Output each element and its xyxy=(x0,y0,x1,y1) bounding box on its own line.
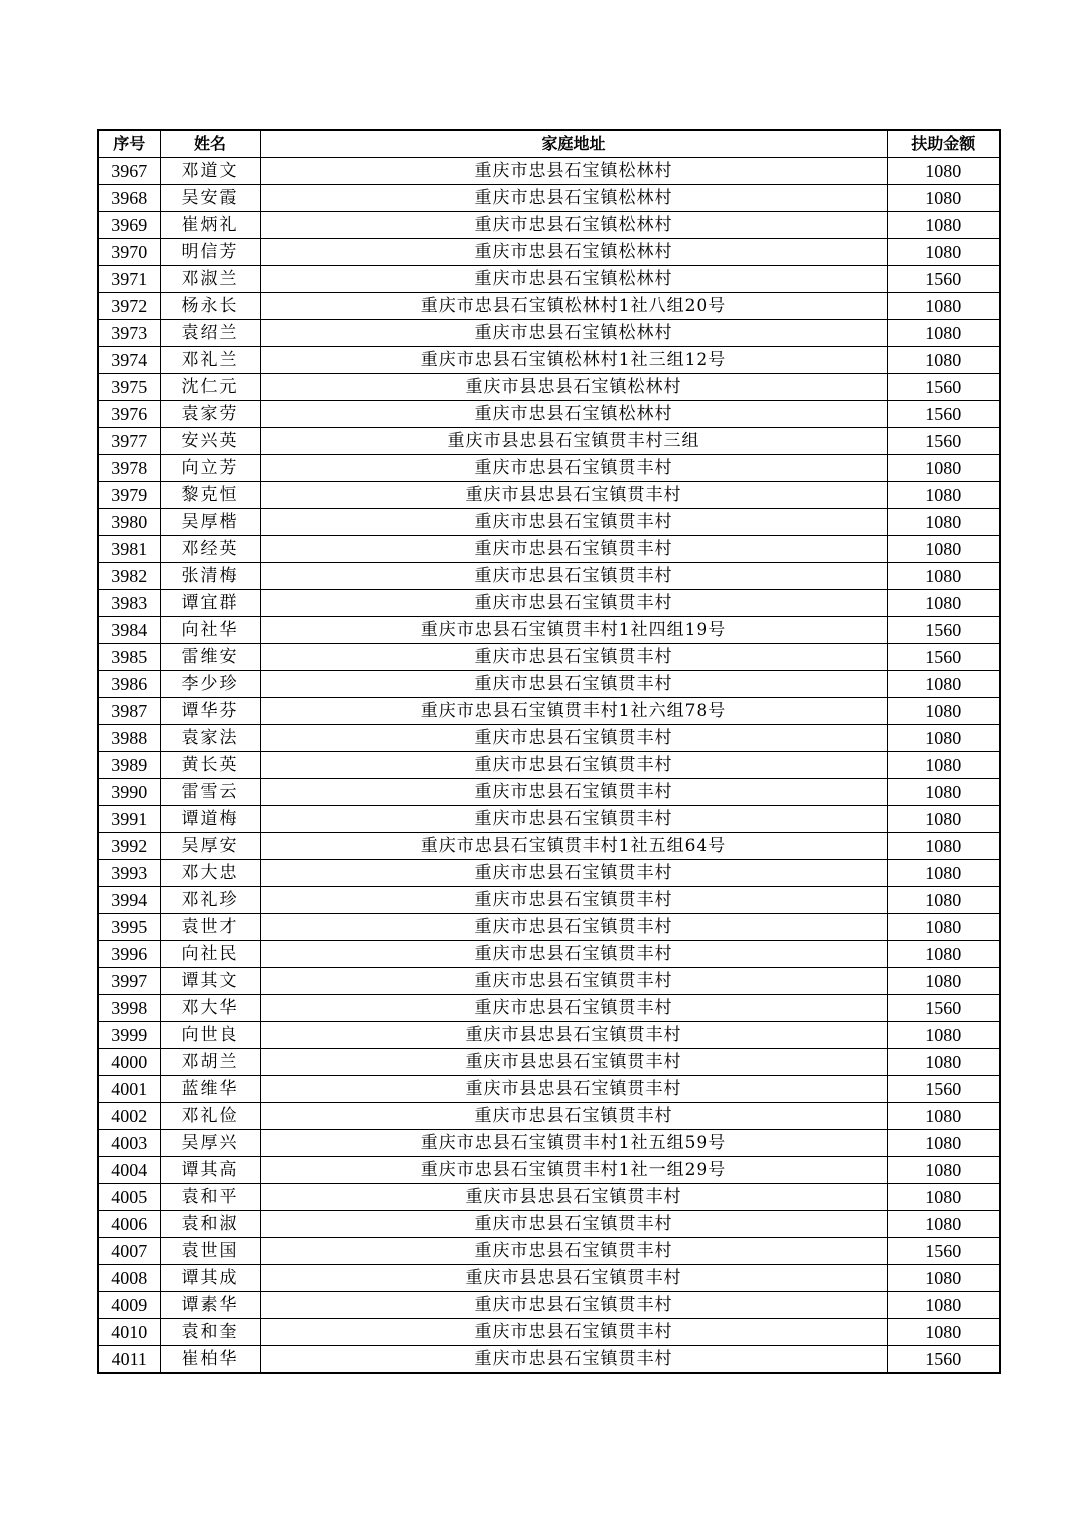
cell-serial-number: 4007 xyxy=(98,1238,160,1265)
cell-serial-number: 3999 xyxy=(98,1022,160,1049)
cell-subsidy-amount: 1560 xyxy=(887,1238,1000,1265)
table-row xyxy=(98,428,1000,455)
table-header xyxy=(98,130,1000,158)
table-row xyxy=(98,941,1000,968)
cell-subsidy-amount: 1080 xyxy=(887,563,1000,590)
table-row xyxy=(98,1265,1000,1292)
cell-name: 杨永长 xyxy=(160,293,260,320)
cell-serial-number: 3979 xyxy=(98,482,160,509)
cell-name: 邓淑兰 xyxy=(160,266,260,293)
subsidy-list-sheet xyxy=(97,129,999,1374)
table-row xyxy=(98,1103,1000,1130)
cell-home-address: 重庆市忠县石宝镇贯丰村1社四组19号 xyxy=(260,617,887,644)
cell-subsidy-amount: 1080 xyxy=(887,671,1000,698)
cell-home-address: 重庆市忠县石宝镇贯丰村 xyxy=(260,941,887,968)
header-row xyxy=(98,130,1000,158)
cell-subsidy-amount: 1560 xyxy=(887,1076,1000,1103)
table-row xyxy=(98,806,1000,833)
cell-name: 崔柏华 xyxy=(160,1346,260,1374)
table-row xyxy=(98,1319,1000,1346)
cell-subsidy-amount: 1560 xyxy=(887,374,1000,401)
cell-name: 沈仁元 xyxy=(160,374,260,401)
cell-name: 邓道文 xyxy=(160,158,260,185)
table-row xyxy=(98,833,1000,860)
table-row xyxy=(98,1184,1000,1211)
cell-serial-number: 3993 xyxy=(98,860,160,887)
cell-serial-number: 3980 xyxy=(98,509,160,536)
cell-name: 向立芳 xyxy=(160,455,260,482)
table-row xyxy=(98,1346,1000,1374)
table-row xyxy=(98,1022,1000,1049)
cell-home-address: 重庆市忠县石宝镇贯丰村 xyxy=(260,1346,887,1374)
cell-subsidy-amount: 1080 xyxy=(887,239,1000,266)
cell-home-address: 重庆市县忠县石宝镇贯丰村 xyxy=(260,1076,887,1103)
cell-name: 袁世国 xyxy=(160,1238,260,1265)
cell-subsidy-amount: 1080 xyxy=(887,779,1000,806)
cell-serial-number: 3978 xyxy=(98,455,160,482)
table-row xyxy=(98,374,1000,401)
header-subsidy-amount: 扶助金额 xyxy=(887,130,1000,158)
table-row xyxy=(98,1049,1000,1076)
cell-serial-number: 3975 xyxy=(98,374,160,401)
cell-home-address: 重庆市忠县石宝镇贯丰村1社五组64号 xyxy=(260,833,887,860)
cell-serial-number: 3987 xyxy=(98,698,160,725)
cell-name: 邓礼俭 xyxy=(160,1103,260,1130)
cell-home-address: 重庆市忠县石宝镇贯丰村 xyxy=(260,455,887,482)
cell-home-address: 重庆市忠县石宝镇松林村 xyxy=(260,266,887,293)
cell-serial-number: 4000 xyxy=(98,1049,160,1076)
table-row xyxy=(98,185,1000,212)
cell-serial-number: 3971 xyxy=(98,266,160,293)
cell-home-address: 重庆市忠县石宝镇贯丰村 xyxy=(260,1238,887,1265)
cell-home-address: 重庆市忠县石宝镇贯丰村 xyxy=(260,752,887,779)
cell-subsidy-amount: 1080 xyxy=(887,941,1000,968)
cell-serial-number: 3970 xyxy=(98,239,160,266)
cell-home-address: 重庆市县忠县石宝镇贯丰村 xyxy=(260,1049,887,1076)
cell-name: 谭道梅 xyxy=(160,806,260,833)
cell-subsidy-amount: 1080 xyxy=(887,1319,1000,1346)
cell-name: 明信芳 xyxy=(160,239,260,266)
cell-home-address: 重庆市忠县石宝镇松林村1社八组20号 xyxy=(260,293,887,320)
cell-subsidy-amount: 1080 xyxy=(887,536,1000,563)
cell-home-address: 重庆市忠县石宝镇贯丰村 xyxy=(260,1211,887,1238)
table-row xyxy=(98,509,1000,536)
cell-serial-number: 4004 xyxy=(98,1157,160,1184)
cell-serial-number: 4006 xyxy=(98,1211,160,1238)
cell-subsidy-amount: 1080 xyxy=(887,833,1000,860)
cell-name: 崔炳礼 xyxy=(160,212,260,239)
cell-home-address: 重庆市忠县石宝镇贯丰村 xyxy=(260,806,887,833)
cell-serial-number: 3985 xyxy=(98,644,160,671)
cell-name: 谭素华 xyxy=(160,1292,260,1319)
table-row xyxy=(98,212,1000,239)
cell-home-address: 重庆市忠县石宝镇贯丰村1社五组59号 xyxy=(260,1130,887,1157)
table-row xyxy=(98,995,1000,1022)
table-row xyxy=(98,1238,1000,1265)
cell-subsidy-amount: 1080 xyxy=(887,1049,1000,1076)
cell-serial-number: 4001 xyxy=(98,1076,160,1103)
cell-home-address: 重庆市忠县石宝镇贯丰村 xyxy=(260,536,887,563)
cell-name: 谭其文 xyxy=(160,968,260,995)
cell-subsidy-amount: 1080 xyxy=(887,1022,1000,1049)
cell-name: 向世良 xyxy=(160,1022,260,1049)
cell-name: 邓大华 xyxy=(160,995,260,1022)
cell-subsidy-amount: 1080 xyxy=(887,212,1000,239)
cell-name: 袁和奎 xyxy=(160,1319,260,1346)
cell-serial-number: 4003 xyxy=(98,1130,160,1157)
cell-subsidy-amount: 1560 xyxy=(887,1346,1000,1374)
cell-home-address: 重庆市忠县石宝镇贯丰村 xyxy=(260,887,887,914)
cell-subsidy-amount: 1080 xyxy=(887,455,1000,482)
cell-subsidy-amount: 1080 xyxy=(887,698,1000,725)
cell-home-address: 重庆市忠县石宝镇贯丰村 xyxy=(260,563,887,590)
cell-subsidy-amount: 1080 xyxy=(887,1157,1000,1184)
cell-serial-number: 3976 xyxy=(98,401,160,428)
cell-serial-number: 3977 xyxy=(98,428,160,455)
cell-subsidy-amount: 1080 xyxy=(887,860,1000,887)
cell-home-address: 重庆市忠县石宝镇松林村 xyxy=(260,239,887,266)
table-row xyxy=(98,779,1000,806)
cell-home-address: 重庆市忠县石宝镇贯丰村 xyxy=(260,1319,887,1346)
cell-subsidy-amount: 1560 xyxy=(887,428,1000,455)
cell-subsidy-amount: 1080 xyxy=(887,806,1000,833)
cell-subsidy-amount: 1080 xyxy=(887,509,1000,536)
cell-name: 邓经英 xyxy=(160,536,260,563)
table-row xyxy=(98,401,1000,428)
cell-serial-number: 3997 xyxy=(98,968,160,995)
cell-home-address: 重庆市忠县石宝镇贯丰村 xyxy=(260,590,887,617)
cell-name: 袁世才 xyxy=(160,914,260,941)
cell-name: 雷维安 xyxy=(160,644,260,671)
table-row xyxy=(98,1076,1000,1103)
cell-subsidy-amount: 1080 xyxy=(887,1130,1000,1157)
cell-home-address: 重庆市忠县石宝镇贯丰村 xyxy=(260,1103,887,1130)
cell-name: 邓礼兰 xyxy=(160,347,260,374)
cell-name: 邓礼珍 xyxy=(160,887,260,914)
cell-serial-number: 4009 xyxy=(98,1292,160,1319)
cell-serial-number: 3994 xyxy=(98,887,160,914)
cell-serial-number: 3968 xyxy=(98,185,160,212)
cell-name: 黎克恒 xyxy=(160,482,260,509)
table-row xyxy=(98,914,1000,941)
table-row xyxy=(98,698,1000,725)
cell-serial-number: 3973 xyxy=(98,320,160,347)
cell-home-address: 重庆市忠县石宝镇贯丰村1社一组29号 xyxy=(260,1157,887,1184)
table-row xyxy=(98,455,1000,482)
cell-subsidy-amount: 1080 xyxy=(887,1265,1000,1292)
cell-home-address: 重庆市忠县石宝镇贯丰村 xyxy=(260,779,887,806)
cell-serial-number: 3981 xyxy=(98,536,160,563)
table-row xyxy=(98,239,1000,266)
table-row xyxy=(98,1130,1000,1157)
cell-name: 谭宜群 xyxy=(160,590,260,617)
cell-subsidy-amount: 1560 xyxy=(887,617,1000,644)
cell-name: 雷雪云 xyxy=(160,779,260,806)
table-row xyxy=(98,752,1000,779)
cell-serial-number: 3984 xyxy=(98,617,160,644)
cell-serial-number: 3992 xyxy=(98,833,160,860)
cell-serial-number: 3996 xyxy=(98,941,160,968)
cell-subsidy-amount: 1080 xyxy=(887,968,1000,995)
table-row xyxy=(98,860,1000,887)
cell-name: 吴安霞 xyxy=(160,185,260,212)
table-row xyxy=(98,158,1000,185)
cell-serial-number: 3998 xyxy=(98,995,160,1022)
cell-home-address: 重庆市县忠县石宝镇贯丰村 xyxy=(260,482,887,509)
cell-subsidy-amount: 1080 xyxy=(887,1184,1000,1211)
table-row xyxy=(98,1157,1000,1184)
cell-subsidy-amount: 1080 xyxy=(887,158,1000,185)
table-row xyxy=(98,725,1000,752)
table-row xyxy=(98,320,1000,347)
cell-serial-number: 3972 xyxy=(98,293,160,320)
cell-serial-number: 4008 xyxy=(98,1265,160,1292)
cell-name: 李少珍 xyxy=(160,671,260,698)
cell-home-address: 重庆市忠县石宝镇松林村 xyxy=(260,320,887,347)
cell-home-address: 重庆市忠县石宝镇贯丰村 xyxy=(260,914,887,941)
cell-subsidy-amount: 1080 xyxy=(887,1211,1000,1238)
cell-serial-number: 3969 xyxy=(98,212,160,239)
cell-serial-number: 3988 xyxy=(98,725,160,752)
cell-subsidy-amount: 1560 xyxy=(887,644,1000,671)
cell-home-address: 重庆市忠县石宝镇贯丰村 xyxy=(260,509,887,536)
table-row xyxy=(98,887,1000,914)
cell-serial-number: 4010 xyxy=(98,1319,160,1346)
cell-name: 黄长英 xyxy=(160,752,260,779)
cell-home-address: 重庆市忠县石宝镇松林村 xyxy=(260,158,887,185)
cell-subsidy-amount: 1080 xyxy=(887,914,1000,941)
cell-home-address: 重庆市县忠县石宝镇松林村 xyxy=(260,374,887,401)
cell-name: 袁家劳 xyxy=(160,401,260,428)
cell-home-address: 重庆市县忠县石宝镇贯丰村 xyxy=(260,1184,887,1211)
cell-home-address: 重庆市县忠县石宝镇贯丰村 xyxy=(260,1022,887,1049)
table-row xyxy=(98,536,1000,563)
cell-home-address: 重庆市忠县石宝镇松林村1社三组12号 xyxy=(260,347,887,374)
cell-home-address: 重庆市忠县石宝镇贯丰村 xyxy=(260,644,887,671)
cell-name: 谭其成 xyxy=(160,1265,260,1292)
cell-subsidy-amount: 1080 xyxy=(887,185,1000,212)
table-row xyxy=(98,347,1000,374)
cell-serial-number: 3982 xyxy=(98,563,160,590)
table-row xyxy=(98,563,1000,590)
cell-name: 邓大忠 xyxy=(160,860,260,887)
table-row xyxy=(98,293,1000,320)
cell-name: 袁家法 xyxy=(160,725,260,752)
cell-name: 张清梅 xyxy=(160,563,260,590)
table-row xyxy=(98,671,1000,698)
cell-name: 吴厚安 xyxy=(160,833,260,860)
cell-subsidy-amount: 1080 xyxy=(887,590,1000,617)
cell-home-address: 重庆市忠县石宝镇贯丰村 xyxy=(260,725,887,752)
table-row xyxy=(98,482,1000,509)
table-body xyxy=(98,158,1000,1374)
cell-subsidy-amount: 1080 xyxy=(887,320,1000,347)
cell-name: 谭其高 xyxy=(160,1157,260,1184)
cell-serial-number: 4005 xyxy=(98,1184,160,1211)
table-row xyxy=(98,644,1000,671)
cell-serial-number: 3989 xyxy=(98,752,160,779)
cell-serial-number: 3967 xyxy=(98,158,160,185)
cell-home-address: 重庆市县忠县石宝镇贯丰村 xyxy=(260,1265,887,1292)
cell-serial-number: 4002 xyxy=(98,1103,160,1130)
cell-serial-number: 3986 xyxy=(98,671,160,698)
cell-home-address: 重庆市忠县石宝镇松林村 xyxy=(260,401,887,428)
cell-serial-number: 3974 xyxy=(98,347,160,374)
subsidy-table xyxy=(97,129,1001,1374)
cell-serial-number: 4011 xyxy=(98,1346,160,1374)
table-row xyxy=(98,617,1000,644)
cell-home-address: 重庆市忠县石宝镇贯丰村 xyxy=(260,860,887,887)
cell-home-address: 重庆市县忠县石宝镇贯丰村三组 xyxy=(260,428,887,455)
table-row xyxy=(98,1292,1000,1319)
cell-subsidy-amount: 1560 xyxy=(887,401,1000,428)
cell-name: 向社华 xyxy=(160,617,260,644)
cell-home-address: 重庆市忠县石宝镇贯丰村 xyxy=(260,671,887,698)
cell-name: 邓胡兰 xyxy=(160,1049,260,1076)
cell-subsidy-amount: 1080 xyxy=(887,482,1000,509)
cell-subsidy-amount: 1080 xyxy=(887,725,1000,752)
cell-home-address: 重庆市忠县石宝镇贯丰村 xyxy=(260,968,887,995)
cell-name: 袁和平 xyxy=(160,1184,260,1211)
table-row xyxy=(98,968,1000,995)
cell-name: 吴厚楷 xyxy=(160,509,260,536)
cell-name: 向社民 xyxy=(160,941,260,968)
cell-name: 袁和淑 xyxy=(160,1211,260,1238)
cell-name: 谭华芬 xyxy=(160,698,260,725)
cell-home-address: 重庆市忠县石宝镇松林村 xyxy=(260,185,887,212)
cell-home-address: 重庆市忠县石宝镇贯丰村 xyxy=(260,1292,887,1319)
table-row xyxy=(98,266,1000,293)
cell-serial-number: 3983 xyxy=(98,590,160,617)
cell-subsidy-amount: 1560 xyxy=(887,266,1000,293)
cell-subsidy-amount: 1080 xyxy=(887,887,1000,914)
cell-serial-number: 3991 xyxy=(98,806,160,833)
cell-subsidy-amount: 1080 xyxy=(887,1103,1000,1130)
cell-name: 吴厚兴 xyxy=(160,1130,260,1157)
cell-home-address: 重庆市忠县石宝镇贯丰村 xyxy=(260,995,887,1022)
cell-name: 蓝维华 xyxy=(160,1076,260,1103)
cell-serial-number: 3990 xyxy=(98,779,160,806)
header-name: 姓名 xyxy=(160,130,260,158)
table-row xyxy=(98,590,1000,617)
header-serial-number: 序号 xyxy=(98,130,160,158)
cell-name: 袁绍兰 xyxy=(160,320,260,347)
cell-subsidy-amount: 1080 xyxy=(887,1292,1000,1319)
cell-name: 安兴英 xyxy=(160,428,260,455)
cell-subsidy-amount: 1080 xyxy=(887,347,1000,374)
cell-subsidy-amount: 1560 xyxy=(887,995,1000,1022)
header-home-address: 家庭地址 xyxy=(260,130,887,158)
cell-serial-number: 3995 xyxy=(98,914,160,941)
cell-subsidy-amount: 1080 xyxy=(887,752,1000,779)
cell-home-address: 重庆市忠县石宝镇贯丰村1社六组78号 xyxy=(260,698,887,725)
cell-subsidy-amount: 1080 xyxy=(887,293,1000,320)
cell-home-address: 重庆市忠县石宝镇松林村 xyxy=(260,212,887,239)
table-row xyxy=(98,1211,1000,1238)
